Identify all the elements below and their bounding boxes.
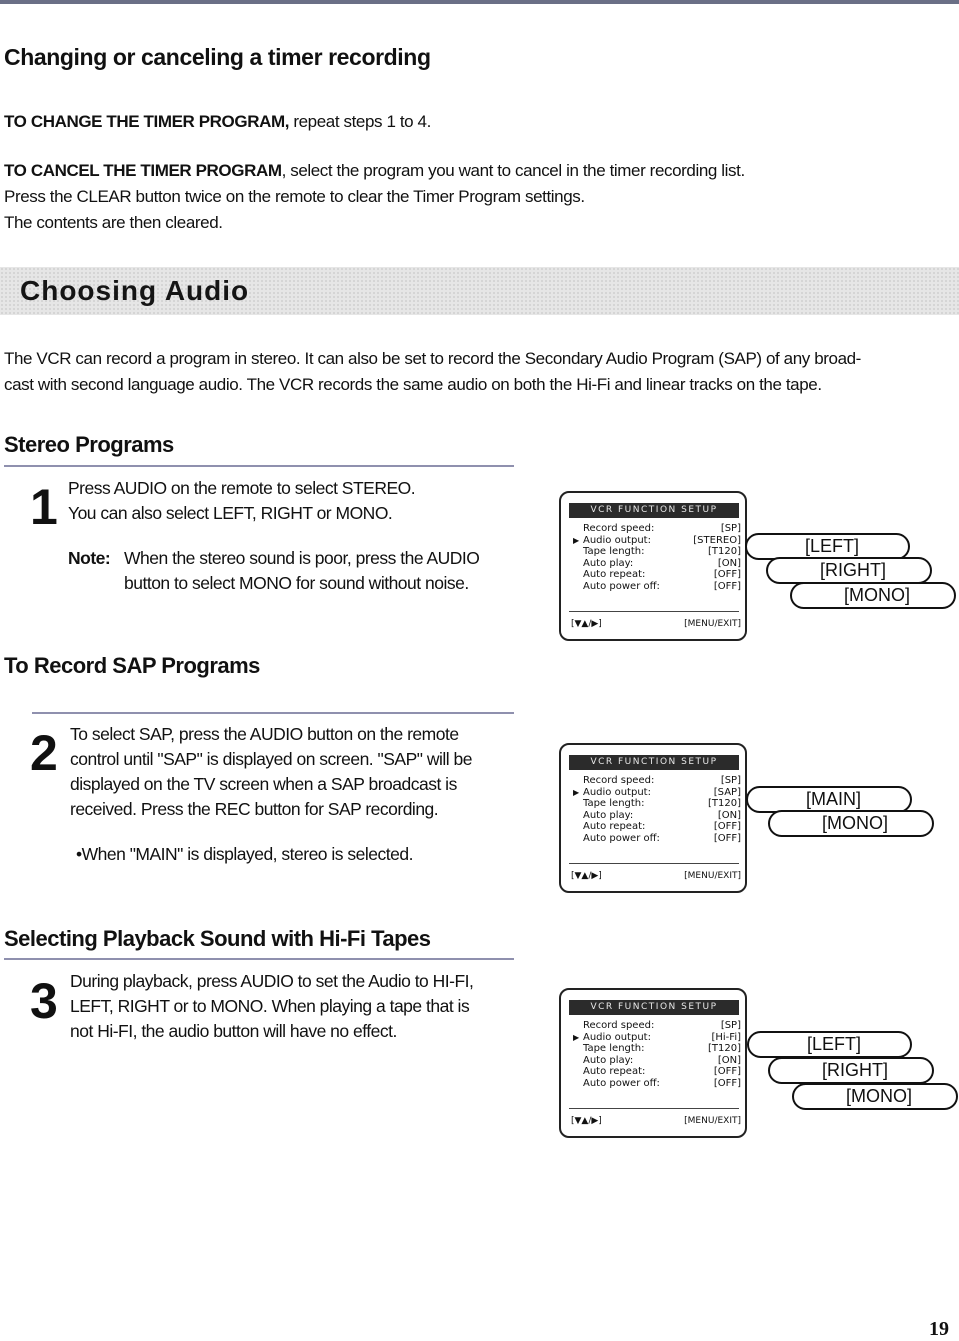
sap-bullet: •When "MAIN" is displayed, stereo is selected. bbox=[76, 844, 413, 864]
osd-row: Auto play: [ON] bbox=[583, 1054, 741, 1066]
hifi-rule bbox=[4, 958, 514, 960]
step-number-2: 2 bbox=[30, 725, 56, 781]
osd-title: VCR FUNCTION SETUP bbox=[569, 1000, 739, 1015]
hifi-line1: During playback, press AUDIO to set the Audio to HI-FI, bbox=[70, 971, 474, 991]
osd-row: ▶ Audio output: [Hi-Fi] bbox=[573, 1031, 741, 1043]
hifi-line3: not Hi-FI, the audio button will have no effect. bbox=[70, 1021, 397, 1041]
cancel-timer-bold: TO CANCEL THE TIMER PROGRAM bbox=[4, 161, 282, 180]
osd-row: Record speed: [SP] bbox=[583, 523, 741, 534]
sap-heading: To Record SAP Programs bbox=[4, 653, 260, 678]
osd-footer: [▼▲/▶] [MENU/EXIT] bbox=[571, 871, 741, 881]
note-label: Note: bbox=[68, 548, 111, 568]
osd-row: Auto play: [ON] bbox=[583, 809, 741, 821]
osd-row: Auto repeat: [OFF] bbox=[583, 1066, 741, 1077]
cursor-icon: ▶ bbox=[573, 787, 580, 797]
sap-line3: displayed on the TV screen when a SAP broadcast is bbox=[70, 774, 457, 794]
change-timer-paragraph bbox=[4, 109, 431, 135]
change-timer-bold: TO CHANGE THE TIMER PROGRAM, bbox=[4, 112, 290, 131]
osd-row: Auto power off: [OFF] bbox=[583, 832, 741, 844]
intro-paragraph bbox=[4, 346, 959, 398]
page-number: 19 bbox=[929, 1318, 949, 1340]
option-main: [MAIN] bbox=[746, 786, 912, 813]
section-heading-timer: Changing or canceling a timer recording bbox=[4, 44, 431, 70]
sap-line2: control until "SAP" is displayed on screen. "SAP" will be bbox=[70, 749, 472, 769]
hifi-body bbox=[70, 969, 473, 1044]
sap-body bbox=[70, 722, 472, 822]
cursor-icon: ▶ bbox=[573, 535, 580, 545]
osd-row: ▶ Audio output: [STEREO] bbox=[573, 534, 741, 546]
option-mono: [MONO] bbox=[790, 582, 956, 609]
stereo-note bbox=[68, 546, 110, 571]
stereo-body bbox=[68, 476, 415, 526]
stereo-heading: Stereo Programs bbox=[4, 432, 174, 457]
cancel-timer-paragraph bbox=[4, 158, 954, 236]
option-right: [RIGHT] bbox=[768, 1057, 934, 1084]
hifi-heading: Selecting Playback Sound with Hi-Fi Tapes bbox=[4, 926, 431, 951]
osd-footer: [▼▲/▶] [MENU/EXIT] bbox=[571, 1116, 741, 1126]
sap-line4: received. Press the REC button for SAP recording. bbox=[70, 799, 439, 819]
section-banner bbox=[0, 267, 959, 315]
cancel-timer-line3: The contents are then cleared. bbox=[4, 213, 223, 232]
change-timer-text: repeat steps 1 to 4. bbox=[289, 112, 431, 131]
option-mono: [MONO] bbox=[768, 810, 934, 837]
intro-line1: The VCR can record a program in stereo. It can also be set to record the Secondary Audio Program (SAP) of any broad- bbox=[4, 349, 861, 368]
osd-screen-3 bbox=[559, 988, 747, 1138]
option-left: [LEFT] bbox=[745, 533, 910, 560]
osd-title: VCR FUNCTION SETUP bbox=[569, 755, 739, 770]
banner-title: Choosing Audio bbox=[20, 275, 250, 306]
osd-row: Tape length: [T120] bbox=[583, 1043, 741, 1054]
step-number-3: 3 bbox=[30, 973, 56, 1029]
cancel-timer-line2: Press the CLEAR button twice on the remote to clear the Timer Program settings. bbox=[4, 187, 585, 206]
note-line2: button to select MONO for sound without noise. bbox=[124, 573, 469, 593]
stereo-note-text bbox=[124, 546, 479, 596]
sap-line1: To select SAP, press the AUDIO button on the remote bbox=[70, 724, 459, 744]
osd-row: Auto repeat: [OFF] bbox=[583, 821, 741, 832]
osd-screen-2 bbox=[559, 743, 747, 893]
top-rule bbox=[0, 0, 959, 4]
option-left: [LEFT] bbox=[747, 1031, 912, 1058]
osd-row: Record speed: [SP] bbox=[583, 775, 741, 786]
stereo-line1: Press AUDIO on the remote to select STEREO. bbox=[68, 478, 416, 498]
osd-row: ▶ Audio output: [SAP] bbox=[573, 786, 741, 798]
step-number-1: 1 bbox=[30, 479, 56, 535]
option-right: [RIGHT] bbox=[766, 557, 932, 584]
note-line1: When the stereo sound is poor, press the AUDIO bbox=[124, 548, 480, 568]
cancel-timer-text: , select the program you want to cancel in the timer recording list. bbox=[281, 161, 745, 180]
osd-title: VCR FUNCTION SETUP bbox=[569, 503, 739, 518]
osd-row: Auto power off: [OFF] bbox=[583, 1077, 741, 1089]
cursor-icon: ▶ bbox=[573, 1032, 580, 1042]
osd-screen-1 bbox=[559, 491, 747, 641]
osd-footer: [▼▲/▶] [MENU/EXIT] bbox=[571, 619, 741, 629]
osd-row: Auto repeat: [OFF] bbox=[583, 569, 741, 580]
option-mono: [MONO] bbox=[792, 1083, 958, 1110]
sap-rule bbox=[32, 712, 514, 714]
intro-line2: cast with second language audio. The VCR records the same audio on both the Hi-Fi and linear tracks on the tape. bbox=[4, 375, 822, 394]
stereo-rule bbox=[4, 465, 514, 467]
hifi-line2: LEFT, RIGHT or to MONO. When playing a tape that is bbox=[70, 996, 470, 1016]
osd-row: Tape length: [T120] bbox=[583, 798, 741, 809]
osd-row: Record speed: [SP] bbox=[583, 1020, 741, 1031]
osd-row: Auto power off: [OFF] bbox=[583, 580, 741, 592]
osd-row: Auto play: [ON] bbox=[583, 557, 741, 569]
stereo-line2: You can also select LEFT, RIGHT or MONO. bbox=[68, 503, 393, 523]
osd-row: Tape length: [T120] bbox=[583, 546, 741, 557]
